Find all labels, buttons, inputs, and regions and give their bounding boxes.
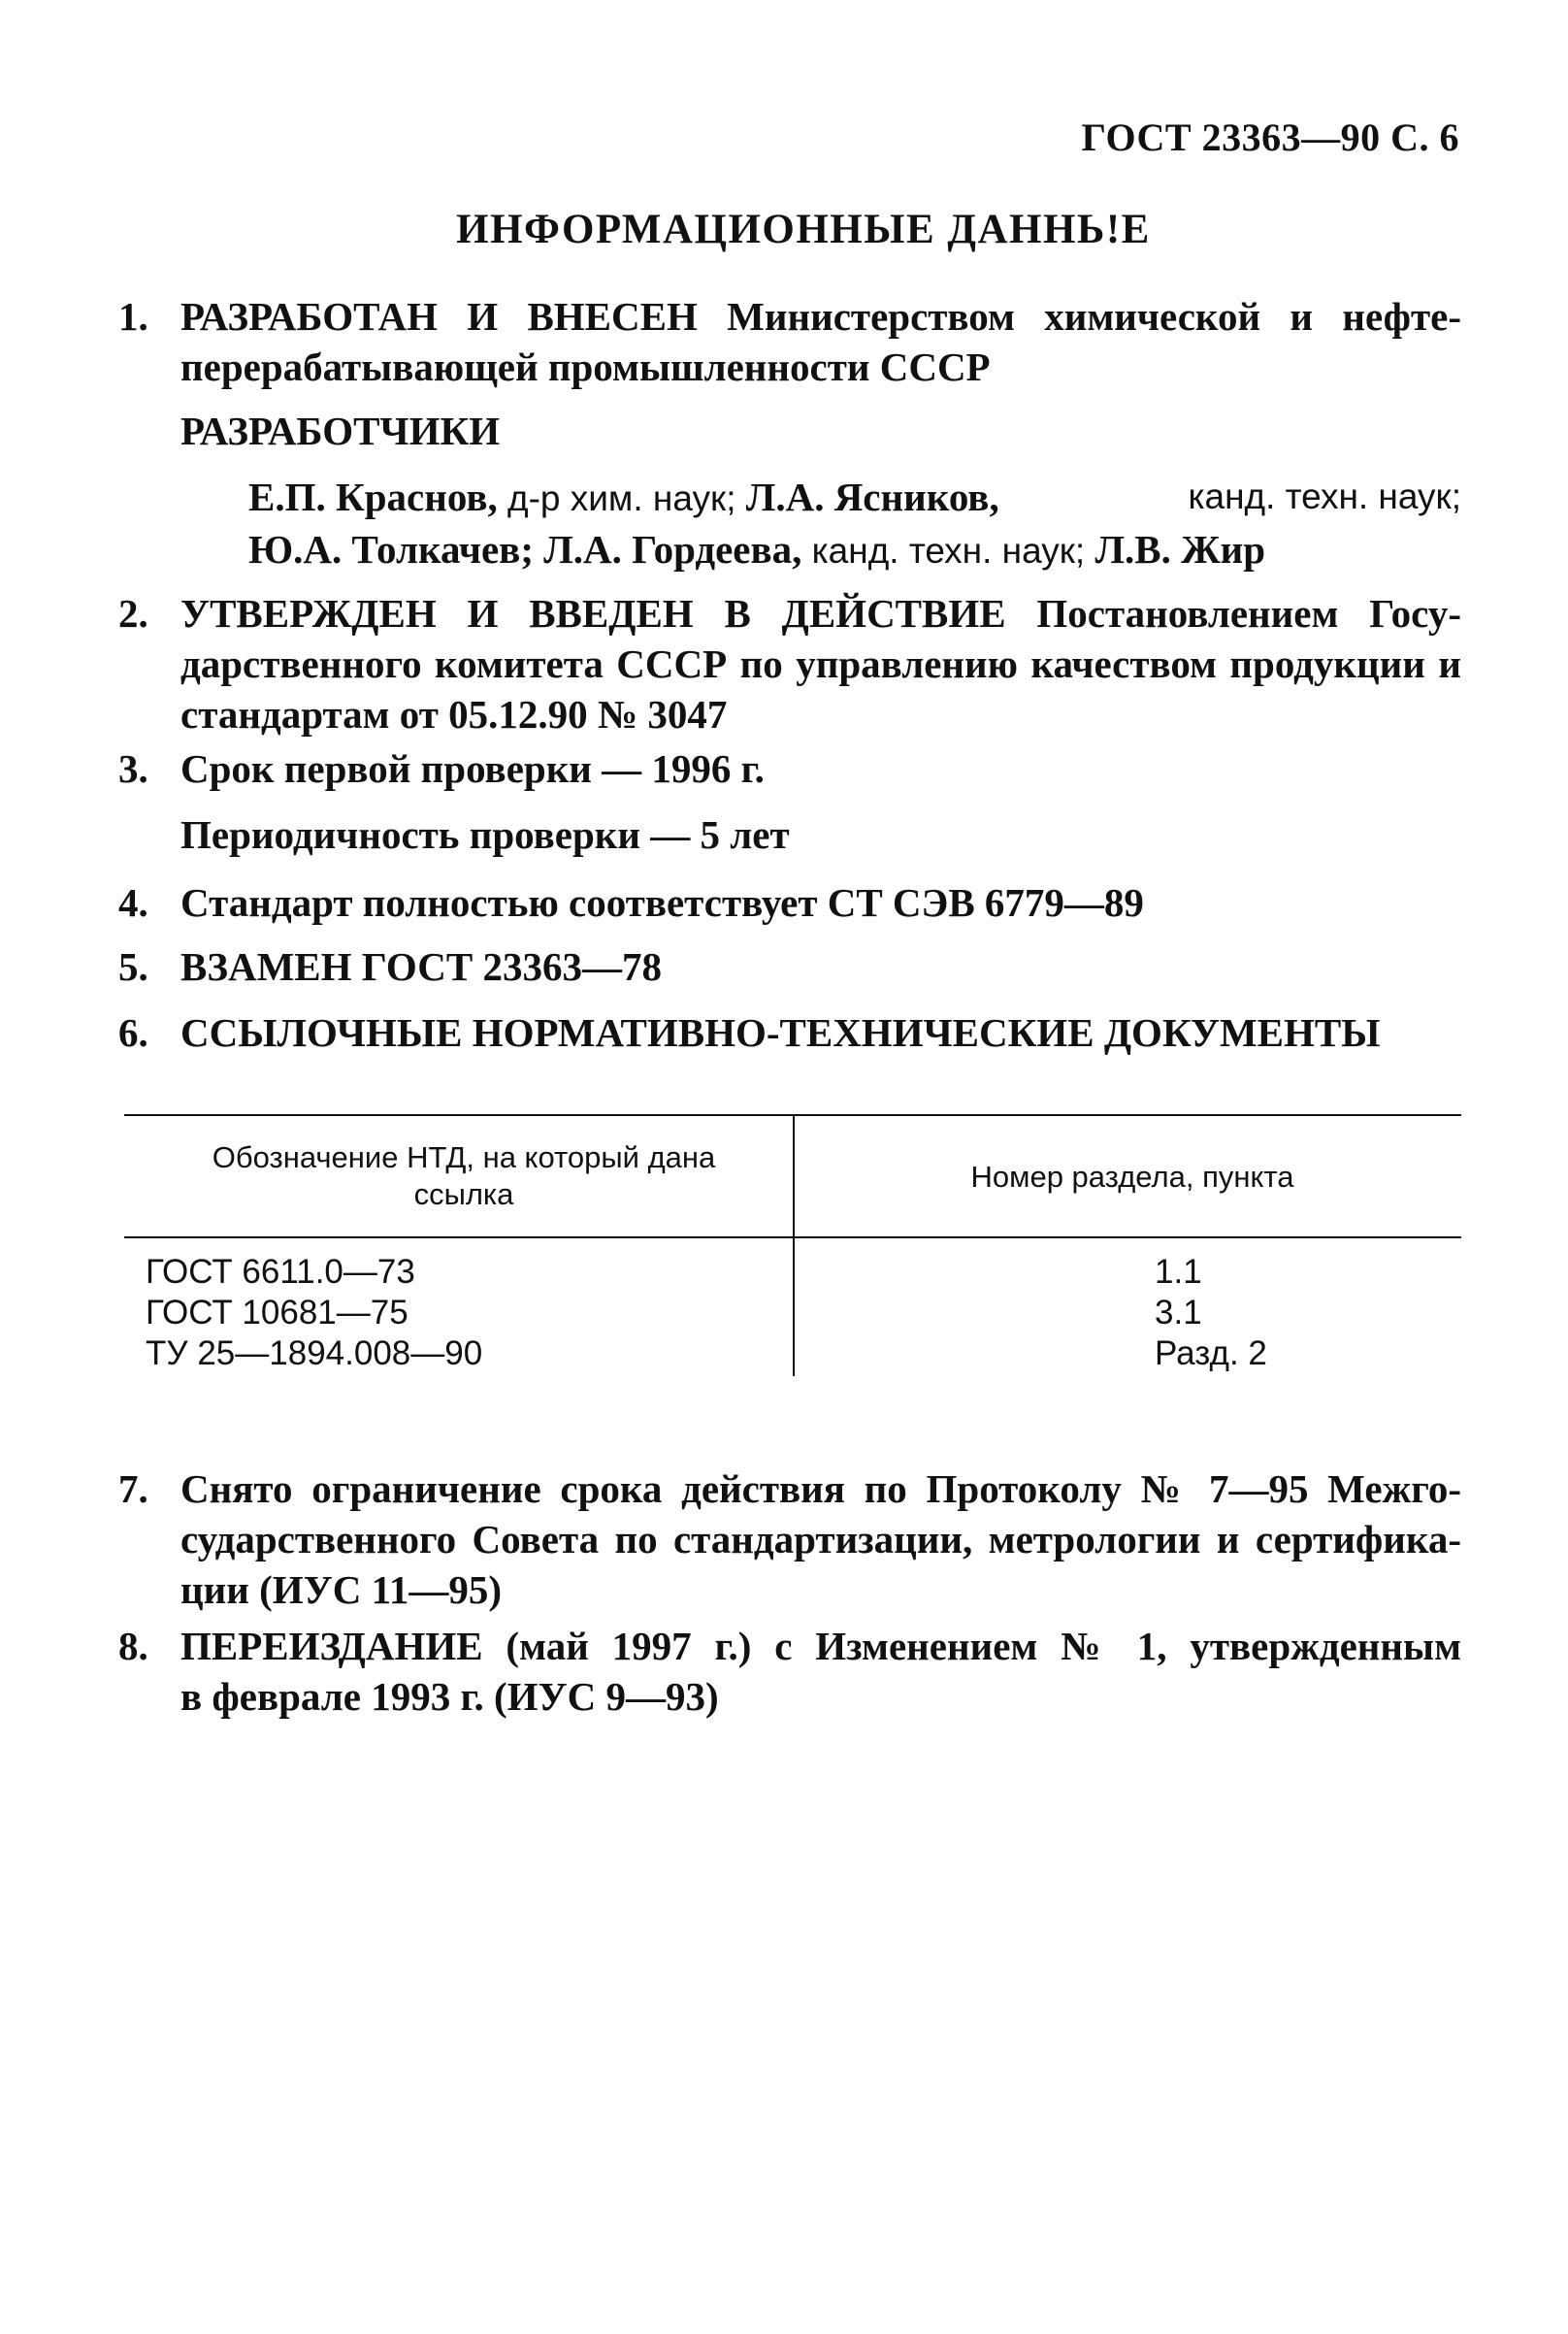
table-cell-section: Разд. 2 [1155, 1334, 1267, 1372]
list-item-6 [118, 1007, 1461, 1058]
item-number: 1. [118, 294, 148, 339]
item-number: 8. [118, 1624, 148, 1668]
list-item-4 [118, 877, 1461, 928]
item-line: ции (ИУС 11—95) [180, 1567, 503, 1612]
table-column-documents [146, 1252, 767, 1374]
item-line: ПЕРЕИЗДАНИЕ (май 1997 г.) с Изменением № 1, утвержденным [180, 1624, 1461, 1668]
developer-name: Л.В. Жир [1094, 527, 1266, 572]
table-divider-vertical [793, 1116, 795, 1376]
item-line: в феврале 1993 г. (ИУС 9—93) [180, 1674, 719, 1719]
reference-table [124, 1114, 1461, 1376]
item-line: ССЫЛОЧНЫЕ НОРМАТИВНО-ТЕХНИЧЕСКИЕ ДОКУМЕНТЫ [180, 1010, 1381, 1055]
item-number: 4. [118, 880, 148, 925]
list-item-7 [118, 1463, 1461, 1615]
periodicity: Периодичность проверки — 5 лет [180, 812, 790, 857]
developer-degree: канд. техн. наук; [1188, 477, 1461, 516]
table-cell-section: 3.1 [1155, 1294, 1202, 1331]
item-line: Срок первой проверки — 1996 г. [180, 746, 765, 791]
table-cell-doc: ГОСТ 6611.0—73 [146, 1253, 415, 1291]
table-header-document [163, 1139, 765, 1213]
table-divider-horizontal [124, 1236, 1461, 1238]
list-item-8 [118, 1621, 1461, 1722]
item-number: 3. [118, 746, 148, 791]
page-header: ГОСТ 23363—90 С. 6 [1081, 115, 1459, 159]
item-line: РАЗРАБОТАН И ВНЕСЕН Министерством химической и нефте- [180, 294, 1461, 339]
table-header-line: ссылка [413, 1177, 514, 1211]
developer-name: Ю.А. Толкачев; Л.А. Гордеева, [248, 527, 802, 572]
table-cell-section: 1.1 [1155, 1253, 1202, 1291]
developers-heading: РАЗРАБОТЧИКИ [180, 409, 501, 453]
developer-degree: д-р хим. наук; [497, 478, 746, 518]
item-line: Стандарт полностью соответствует СТ СЭВ 6779—89 [180, 880, 1144, 925]
table-column-sections [803, 1252, 1461, 1374]
item-number: 7. [118, 1466, 148, 1511]
item-line: Снято ограничение срока действия по Протоколу № 7—95 Межго- [180, 1466, 1461, 1511]
developers-line-1 [248, 472, 1461, 524]
developer-degree: канд. техн. наук; [801, 531, 1095, 571]
table-header-line: Обозначение НТД, на который дана [212, 1140, 716, 1174]
item-line: УТВЕРЖДЕН И ВВЕДЕН В ДЕЙСТВИЕ Постановлением Госу- [180, 591, 1461, 636]
list-item-2 [118, 588, 1461, 740]
item-number: 5. [118, 944, 148, 989]
item-line: дарственного комитета СССР по управлению качеством продукции и [180, 641, 1461, 686]
item-number: 2. [118, 591, 148, 636]
document-title: ИНФОРМАЦИОННЫЕ ДАННЬ!Е [456, 207, 1151, 252]
item-line: перерабатывающей промышленности СССР [180, 345, 991, 389]
item-line: сударственного Совета по стандартизации, метрологии и сертифика- [180, 1517, 1461, 1561]
list-item-1 [118, 291, 1461, 392]
item-number: 6. [118, 1010, 148, 1055]
table-header-section: Номер раздела, пункта [970, 1160, 1294, 1194]
developers-line-2 [248, 524, 1461, 576]
developers-list [248, 472, 1461, 576]
developer-name: Л.А. Ясников, [745, 475, 999, 519]
item-line: стандартам от 05.12.90 № 3047 [180, 692, 728, 737]
item-line: ВЗАМЕН ГОСТ 23363—78 [180, 944, 662, 989]
table-cell-doc: ГОСТ 10681—75 [146, 1294, 408, 1331]
table-cell-doc: ТУ 25—1894.008—90 [146, 1334, 483, 1372]
developer-name: Е.П. Краснов, [248, 475, 498, 519]
list-item-5 [118, 941, 1461, 992]
list-item-3 [118, 743, 1461, 794]
